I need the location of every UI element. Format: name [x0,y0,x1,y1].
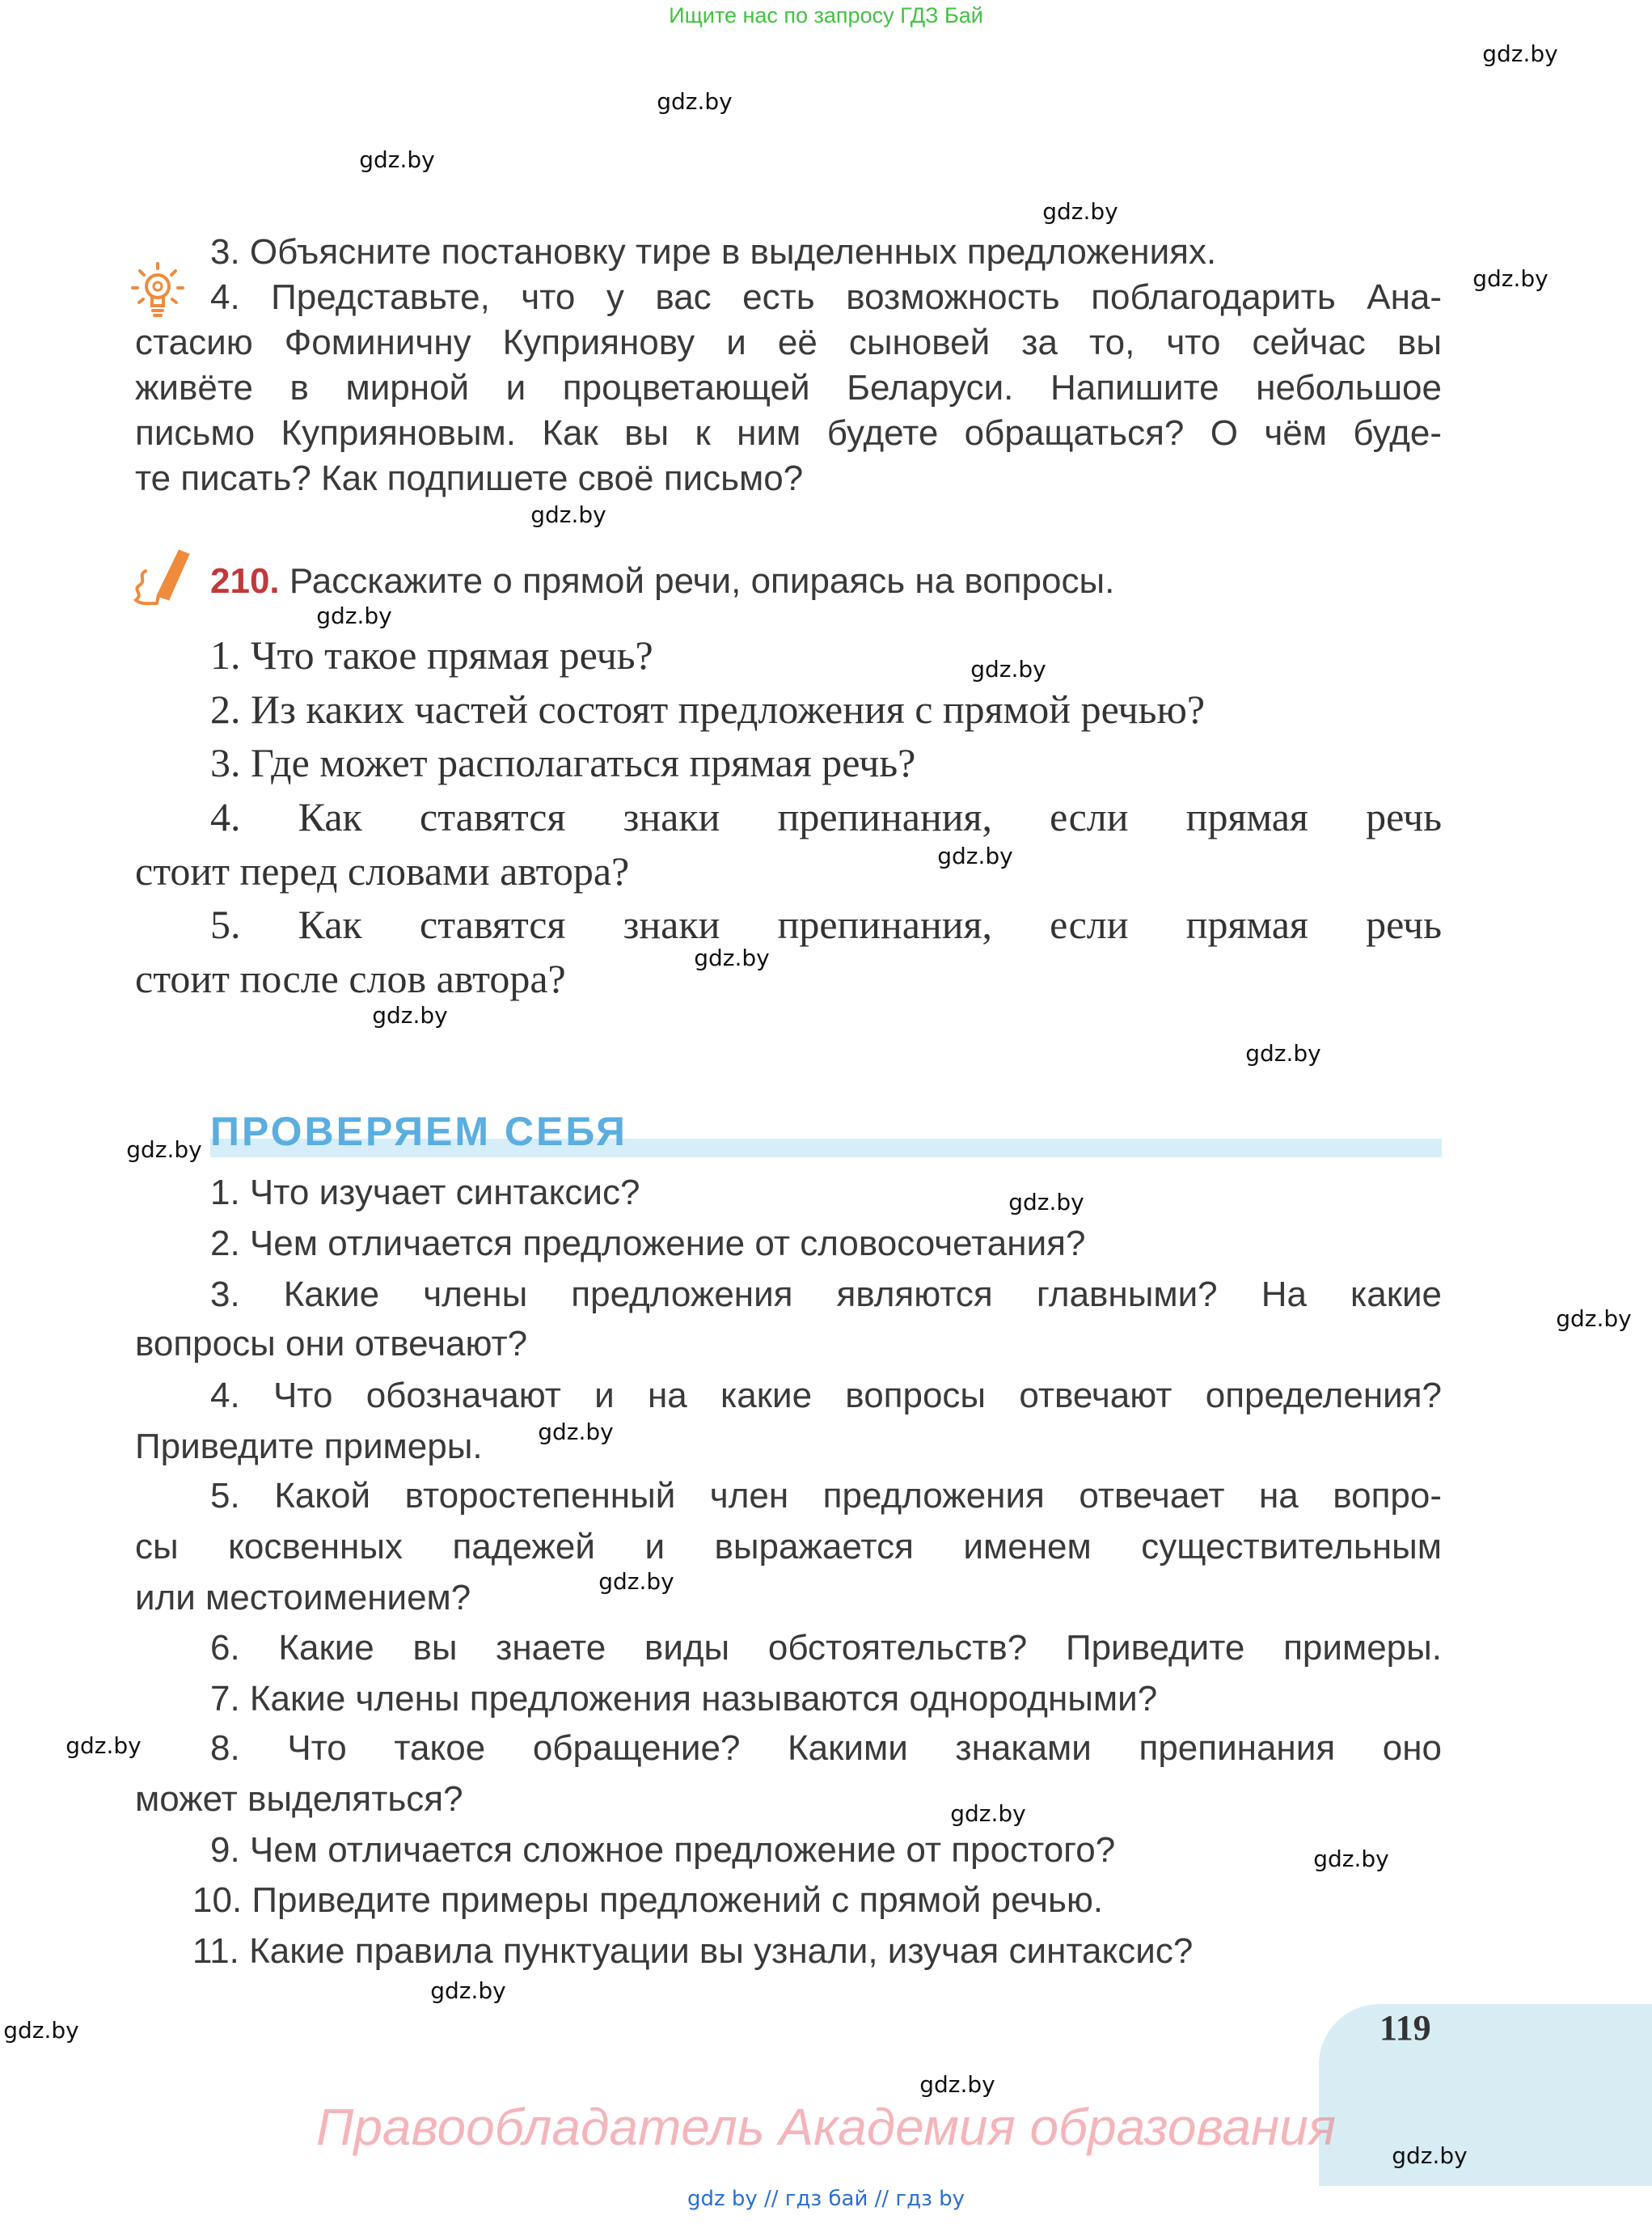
gdz-watermark: gdz.by [530,501,606,528]
gdz-watermark: gdz.by [937,843,1013,869]
task-text-line: живёте в мирной и процветающей Беларуси. Напишите небольшое [135,368,1442,408]
gdz-watermark: gdz.by [126,1136,202,1163]
gdz-watermark: gdz.by [3,2017,79,2044]
lightbulb-icon [129,260,186,322]
gdz-watermark: gdz.by [316,603,392,629]
gdz-watermark: gdz.by [538,1419,614,1445]
gdz-watermark: gdz.by [657,88,733,115]
gdz-watermark: gdz.by [430,1977,506,2004]
task-text-line: 3. Объясните постановку тире в выделенных предложениях. [210,232,1217,272]
page-number: 119 [1379,2008,1431,2048]
review-question-line: 11. Какие правила пунктуации вы узнали, изучая синтаксис? [192,1931,1194,1971]
gdz-watermark: gdz.by [359,146,435,173]
pen-icon [129,547,194,608]
exercise-question-line: 5. Как ставятся знаки препинания, если прямая речь [210,902,1442,947]
gdz-watermark: gdz.by [65,1732,142,1759]
gdz-watermark: gdz.by [1042,198,1118,225]
review-question-line: 1. Что изучает синтаксис? [210,1173,640,1212]
exercise-question-line: стоит перед словами автора? [135,848,630,894]
task-text-line: письмо Куприяновым. Как вы к ним будете обращаться? О чём буде- [135,413,1442,453]
exercise-number: 210. [210,561,280,601]
exercise-question-line: 4. Как ставятся знаки препинания, если прямая речь [210,794,1442,839]
gdz-watermark: gdz.by [970,656,1046,683]
gdz-watermark: gdz.by [1472,265,1548,292]
gdz-watermark: gdz.by [1008,1189,1084,1216]
exercise-210-header [210,561,1114,602]
exercise-question-line: 3. Где может располагаться прямая речь? [210,740,916,785]
gdz-watermark: gdz.by [1245,1040,1321,1067]
page-number-box [1319,2004,1652,2186]
review-question-line: или местоимением? [135,1578,471,1617]
review-question-line: Приведите примеры. [135,1427,483,1466]
review-question-line: 10. Приведите примеры предложений с прямой речью. [192,1880,1104,1920]
gdz-watermark: gdz.by [1313,1846,1389,1872]
copyright-watermark: Правообладатель Академия образования [315,2098,1337,2156]
review-question-line: 9. Чем отличается сложное предложение от простого? [210,1830,1116,1870]
section-heading: ПРОВЕРЯЕМ СЕБЯ [210,1109,627,1154]
review-question-line: 2. Чем отличается предложение от словосочетания? [210,1224,1086,1263]
task-text-line: те писать? Как подпишете своё письмо? [135,459,804,498]
review-question-line: вопросы они отвечают? [135,1324,528,1364]
exercise-instruction: Расскажите о прямой речи, опираясь на вопросы. [289,561,1115,601]
review-question-line: 3. Какие члены предложения являются главными? На какие [210,1275,1442,1314]
gdz-watermark: gdz.by [1556,1305,1632,1332]
review-question-line: 5. Какой второстепенный член предложения отвечает на вопро- [210,1476,1442,1516]
top-banner[interactable]: Ищите нас по запросу ГДЗ Бай [669,3,983,27]
review-question-line: сы косвенных падежей и выражается именем существительным [135,1527,1442,1567]
review-question-line: 8. Что такое обращение? Какими знаками препинания оно [210,1728,1442,1768]
exercise-question-line: стоит после слов автора? [135,956,566,1001]
footer-links[interactable]: gdz by // гдз бай // гдз by [687,2187,965,2211]
review-question-line: 4. Что обозначают и на какие вопросы отвечают определения? [210,1376,1442,1415]
gdz-watermark: gdz.by [950,1800,1026,1827]
gdz-watermark: gdz.by [598,1568,674,1595]
task-text-line: 4. Представьте, что у вас есть возможность поблагодарить Ана- [210,277,1442,317]
gdz-watermark: gdz.by [694,945,770,971]
exercise-question-line: 2. Из каких частей состоят предложения с прямой речью? [210,687,1206,732]
gdz-watermark: gdz.by [1392,2142,1468,2169]
exercise-question-line: 1. Что такое прямая речь? [210,632,653,678]
gdz-watermark: gdz.by [1482,40,1558,67]
task-text-line: стасию Фоминичну Куприянову и её сыновей за то, что сейчас вы [135,323,1442,362]
review-question-line: 6. Какие вы знаете виды обстоятельств? Приведите примеры. [210,1628,1442,1668]
review-question-line: может выделяться? [135,1779,463,1819]
gdz-watermark: gdz.by [919,2071,995,2098]
review-question-line: 7. Какие члены предложения называются однородными? [210,1679,1158,1719]
gdz-watermark: gdz.by [372,1002,448,1029]
